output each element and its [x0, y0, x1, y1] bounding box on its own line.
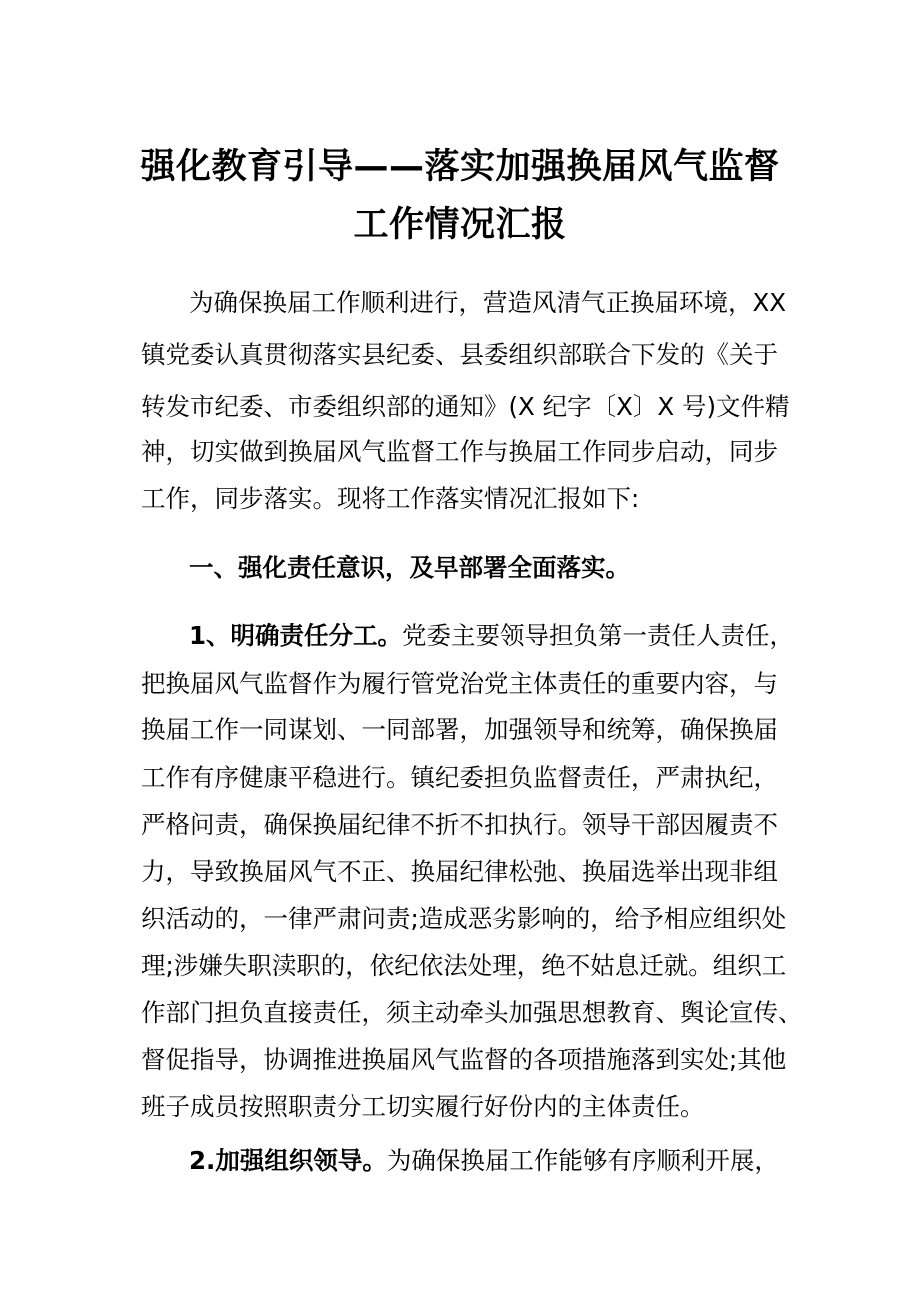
item-1-line: 把换届风气监督作为履行管党治党主体责任的重要内容，与	[141, 669, 778, 698]
item-1-line: 严格问责，确保换届纪律不折不扣执行。领导干部因履责不	[141, 810, 778, 839]
item-2-heading: 2.加强组织领导。	[189, 1146, 387, 1175]
item-1-text: 党委主要领导担负第一责任人责任，	[402, 621, 795, 650]
item-1-line: 换届工作一同谋划、一同部署，加强领导和统筹，确保换届	[141, 715, 778, 744]
intro-line: 神，切实做到换届风气监督工作与换届工作同步启动，同步	[141, 437, 778, 466]
item-1-line: 工作有序健康平稳进行。镇纪委担负监督责任，严肃执纪，	[141, 763, 778, 792]
section-heading: 一、强化责任意识，及早部署全面落实。	[189, 553, 630, 582]
item-1-line: 织活动的，一律严肃问责;造成恶劣影响的，给予相应组织处	[141, 904, 787, 933]
intro-line: 工作，同步落实。现将工作落实情况汇报如下:	[141, 484, 640, 513]
item-1-line: 班子成员按照职责分工切实履行好份内的主体责任。	[141, 1092, 705, 1121]
item-1-line: 理;涉嫌失职渎职的，依纪依法处理，绝不姑息迁就。组织工	[141, 951, 787, 980]
item-2-text: 为确保换届工作能够有序顺利开展，	[386, 1146, 779, 1175]
intro-line: 镇党委认真贯彻落实县纪委、县委组织部联合下发的《关于	[141, 340, 778, 369]
item-2-first-line	[189, 1146, 779, 1176]
item-1-first-line	[189, 621, 794, 651]
intro-line: 转发市纪委、市委组织部的通知》(X 纪字〔X〕X 号)文件精	[141, 392, 790, 421]
item-1-line: 督促指导，协调推进换届风气监督的各项措施落到实处;其他	[141, 1045, 787, 1074]
item-1-line: 力，导致换届风气不正、换届纪律松弛、换届选举出现非组	[141, 857, 778, 886]
document-title-line-2: 工作情况汇报	[353, 205, 567, 245]
intro-line: 为确保换届工作顺利进行，营造风清气正换届环境，XX	[189, 288, 787, 317]
item-1-heading: 1、明确责任分工。	[189, 621, 403, 650]
item-1-line: 作部门担负直接责任，须主动牵头加强思想教育、舆论宣传、	[141, 998, 803, 1027]
document-title-line-1: 强化教育引导——落实加强换届风气监督	[140, 147, 780, 187]
